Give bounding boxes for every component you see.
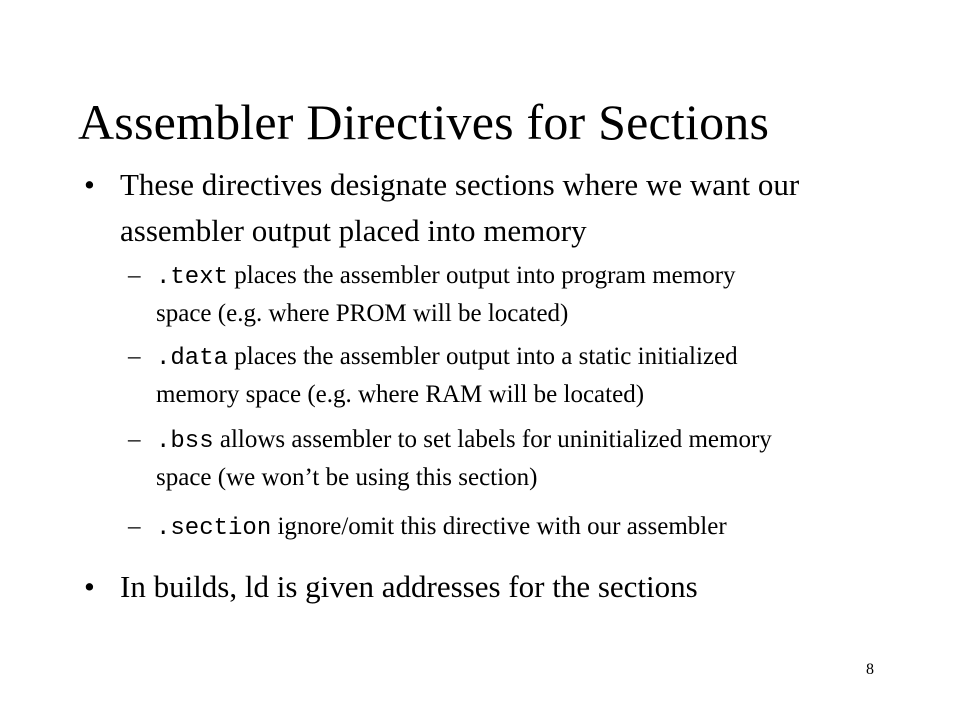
sub-item-line (156, 421, 772, 461)
sub-item-line (156, 338, 738, 378)
bullet-text-line: assembler output placed into memory (120, 213, 587, 248)
bullet-text-line: In builds, ld is given addresses for the sections (120, 569, 698, 604)
page-number: 8 (866, 661, 874, 678)
slide-title: Assembler Directives for Sections (78, 94, 770, 150)
dash-icon: – (128, 262, 141, 289)
sub-item-desc: ignore/omit this directive with our assembler (271, 513, 727, 540)
dash-icon: – (128, 343, 141, 370)
sub-item-desc: allows assembler to set labels for uninitialized memory (213, 426, 772, 453)
bullet-dot-icon: • (84, 167, 95, 202)
bullet-dot-icon: • (84, 569, 95, 604)
directive-code: .section (156, 515, 272, 542)
dash-icon: – (128, 426, 141, 453)
dash-icon: – (128, 513, 141, 540)
sub-item-line (156, 257, 736, 297)
directive-code: .data (156, 345, 229, 372)
bullet-text-line: These directives designate sections where we want our (120, 167, 800, 202)
sub-item-line: space (e.g. where PROM will be located) (156, 300, 569, 327)
sub-item-desc: places the assembler output into program memory (228, 262, 736, 289)
sub-item-desc: places the assembler output into a static initialized (228, 343, 738, 370)
directive-code: .bss (156, 428, 214, 455)
directive-code: .text (156, 264, 229, 291)
sub-item-line: memory space (e.g. where RAM will be located) (156, 381, 645, 408)
sub-item-line (156, 508, 727, 548)
sub-item-line: space (we won’t be using this section) (156, 464, 538, 491)
